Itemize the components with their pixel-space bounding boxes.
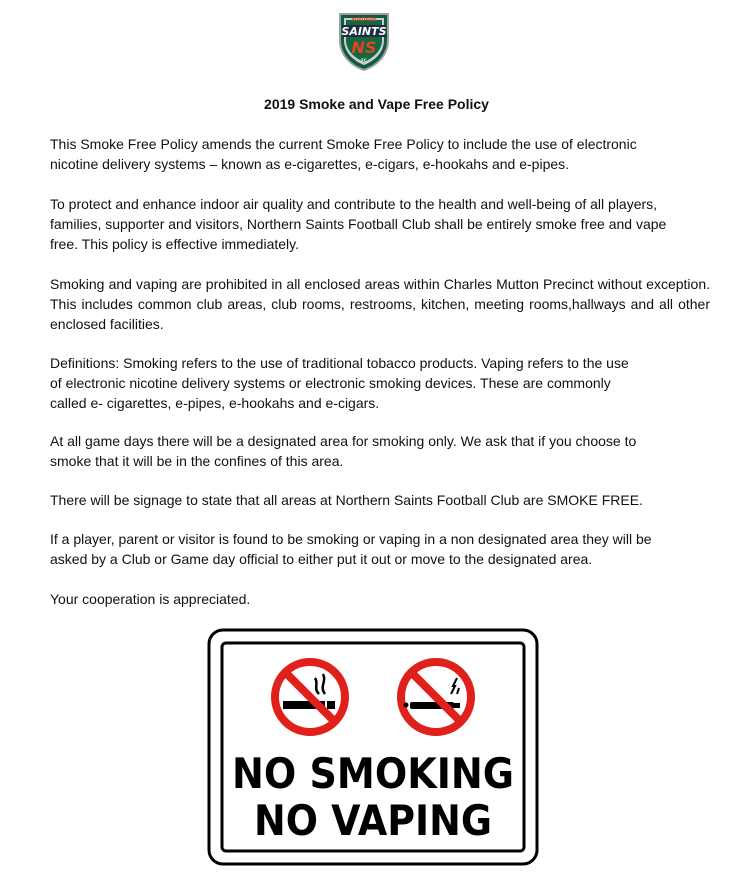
logo-monogram: NS — [351, 38, 377, 57]
paragraph-purpose: To protect and enhance indoor air quality and contribute to the health and well-being of all players, families, supporter and visitors, Northern Saints Football Club shall be entirely smoke free and vape free. This policy is effective immediately. — [50, 196, 667, 252]
no-vaping-icon — [401, 662, 471, 732]
paragraph-amendment: This Smoke Free Policy amends the current Smoke Free Policy to include the use of electronic nicotine delivery systems – known as e-cigarettes, e-cigars, e-hookahs and e-pipes. — [50, 136, 637, 172]
sign-line-no-vaping: NO VAPING — [254, 796, 492, 845]
club-logo — [336, 10, 392, 72]
paragraph-enforcement: If a player, parent or visitor is found to be smoking or vaping in a non designated area they will be asked by a Club or Game day official to either put it out or move to the designated area. — [50, 531, 652, 567]
sign-line-no-smoking: NO SMOKING — [232, 749, 514, 798]
paragraph-closing: Your cooperation is appreciated. — [50, 591, 251, 607]
logo-top-text: NORTHERN — [351, 17, 377, 22]
page-title: 2019 Smoke and Vape Free Policy — [264, 96, 489, 112]
paragraph-prohibition: Smoking and vaping are prohibited in all enclosed areas within Charles Mutton Precinct without exception. This includes common club areas, club rooms, restrooms, kitchen, meeting rooms,hallways and all other enclosed facilities. — [50, 276, 710, 332]
logo-small-text: FC — [361, 58, 367, 63]
no-smoking-icon — [275, 662, 345, 732]
logo-name: SAINTS — [341, 25, 387, 38]
paragraph-designated-area: At all game days there will be a designated area for smoking only. We ask that if you choose to smoke that it will be in the confines of this area. — [50, 433, 637, 469]
no-smoking-no-vaping-sign — [207, 628, 539, 866]
paragraph-signage: There will be signage to state that all areas at Northern Saints Football Club are SMOKE FREE. — [50, 492, 643, 508]
paragraph-definitions: Definitions: Smoking refers to the use of traditional tobacco products. Vaping refers to the use of electronic nicotine delivery systems or electronic smoking devices. These are commonly called e- cigarettes, e-pipes, e-hookahs and e-cigars. — [50, 355, 629, 411]
